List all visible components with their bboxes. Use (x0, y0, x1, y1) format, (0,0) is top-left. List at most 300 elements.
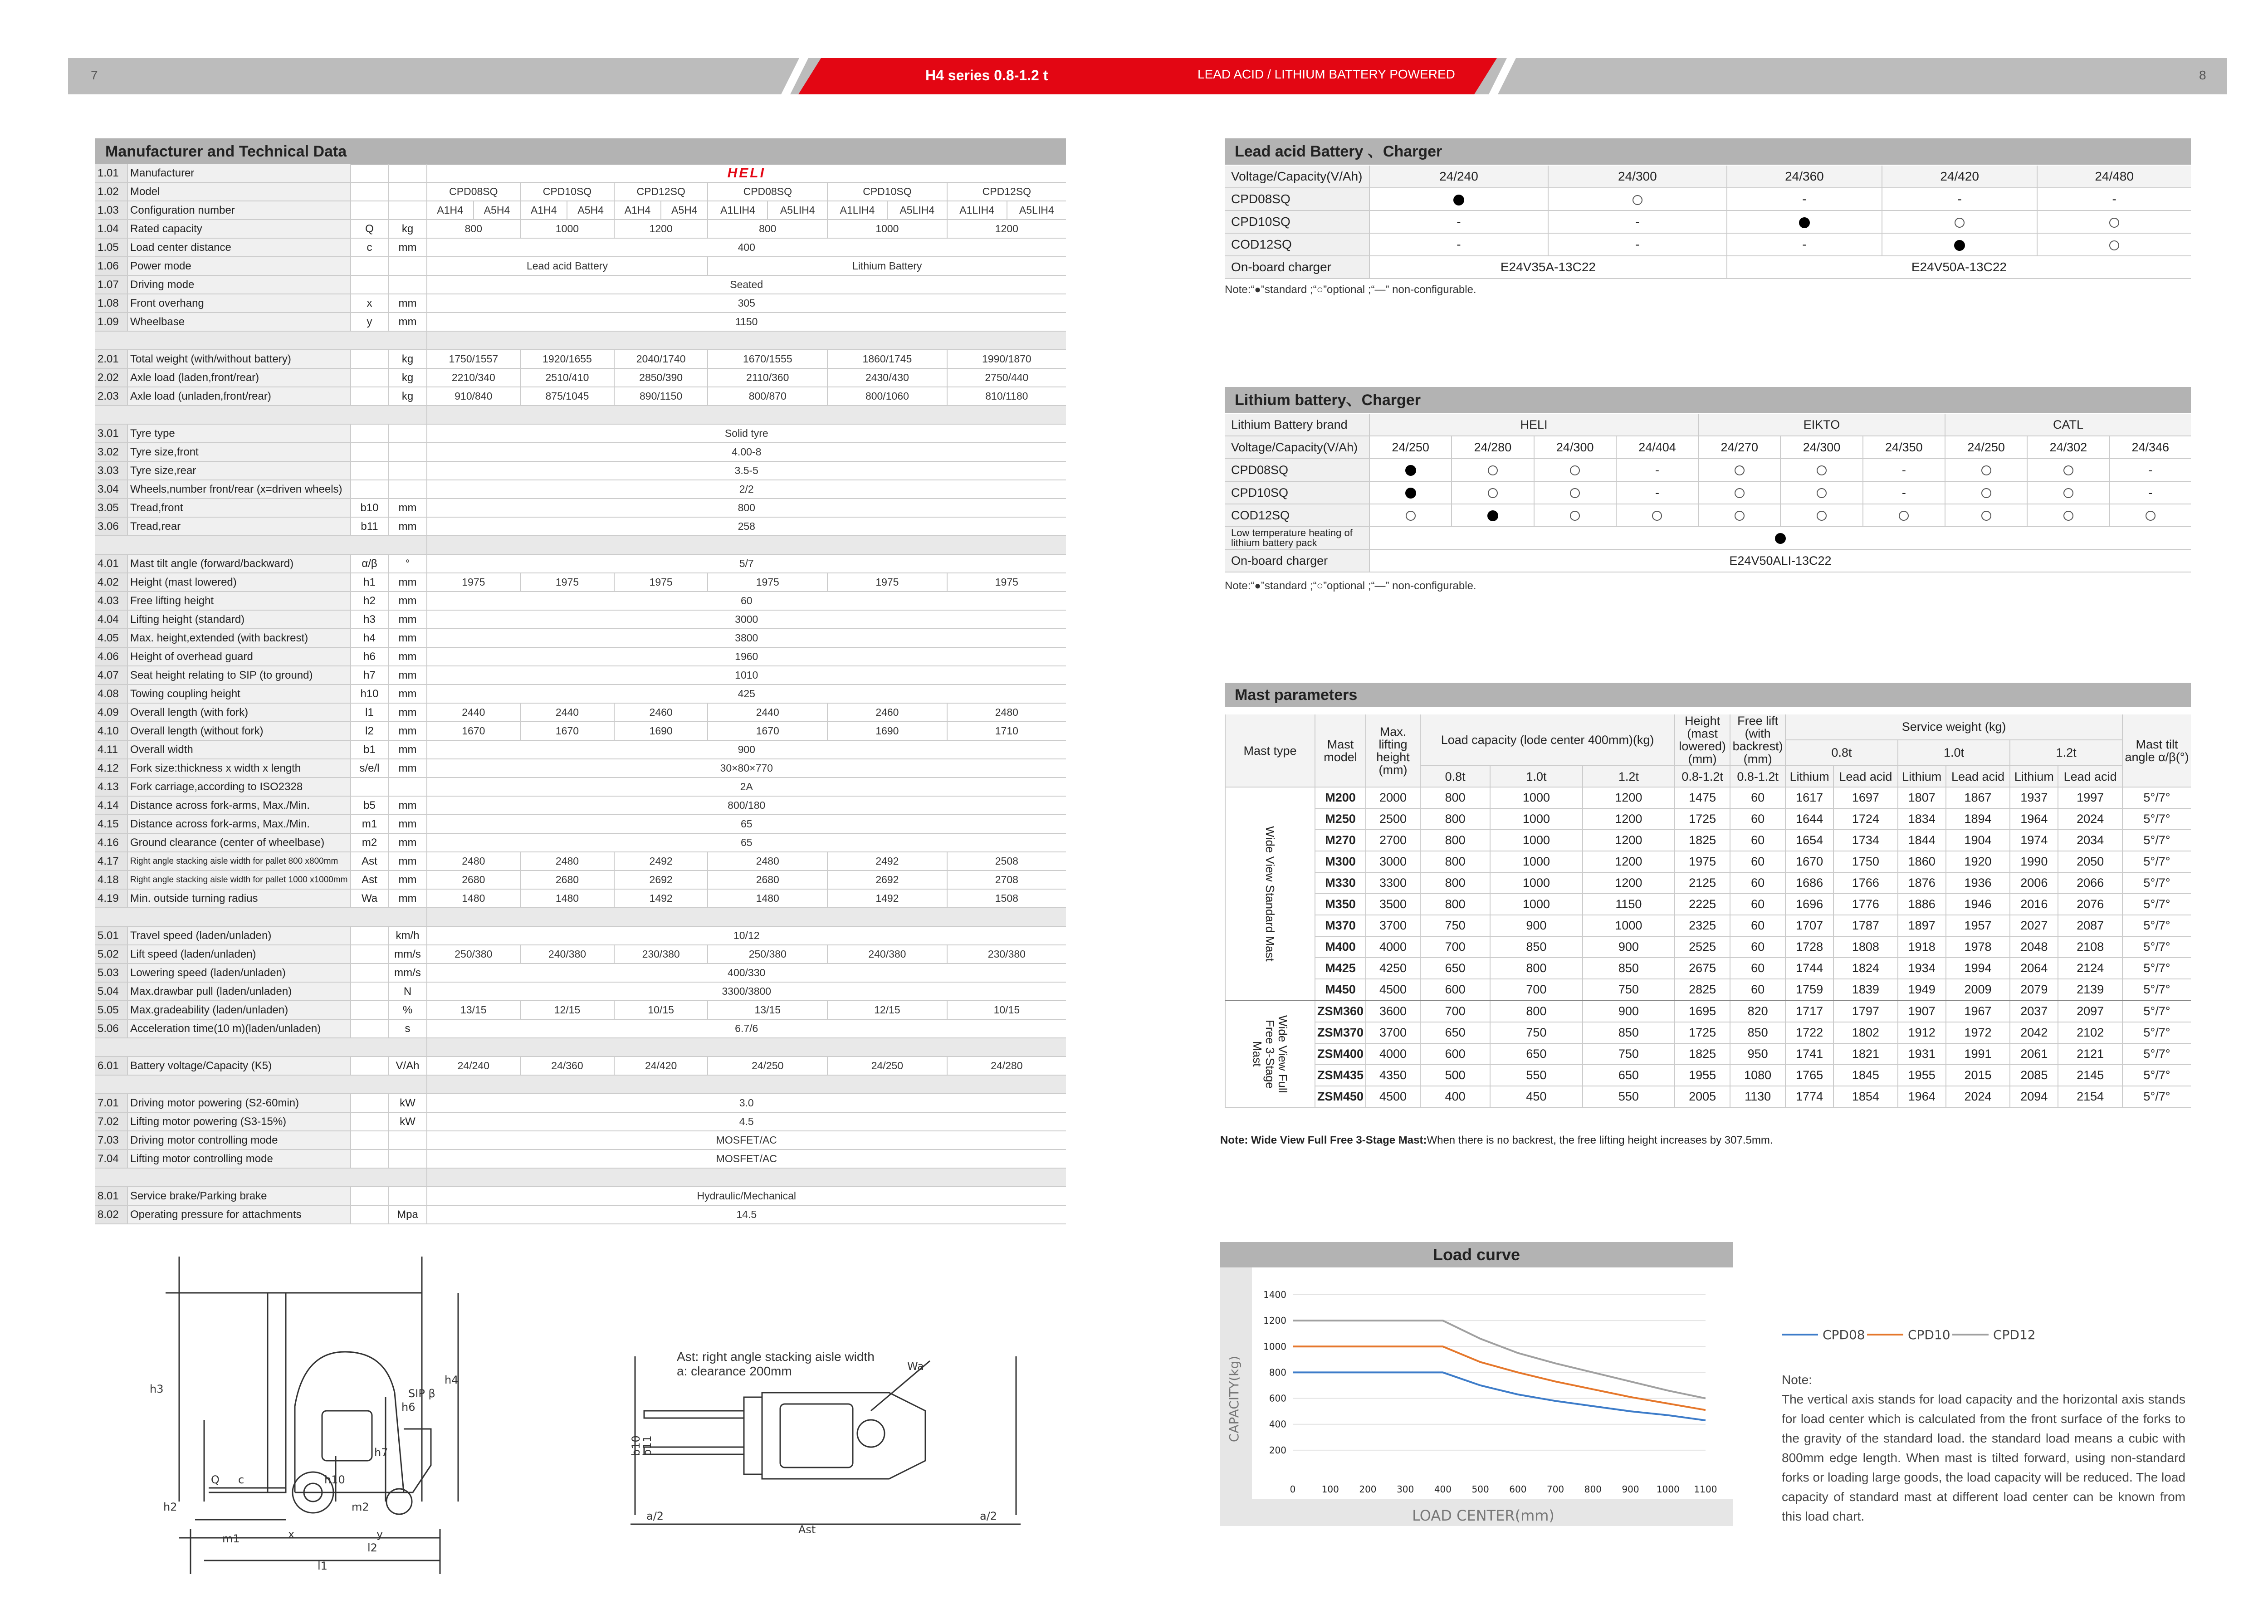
row-unit: mm (389, 796, 427, 815)
optional-ring-icon (1488, 465, 1498, 475)
row-symbol (351, 1131, 389, 1150)
brand-header: HELI (1369, 414, 1698, 436)
x-tick-label: 700 (1546, 1484, 1564, 1495)
value-cell: 1000 (1490, 830, 1582, 851)
row-unit: mm (389, 294, 427, 313)
value-cell: 1480 (520, 889, 614, 908)
value-cell: 1686 (1785, 872, 1833, 894)
row-symbol: h3 (351, 610, 389, 629)
row-unit (389, 778, 427, 796)
table-row (1225, 979, 2191, 1001)
value-cell: 650 (1583, 1065, 1675, 1086)
value-cell: 60 (1730, 958, 1785, 979)
row-label: Overall length (without fork) (127, 722, 351, 740)
non-configurable-mark: - (1802, 237, 1807, 251)
row-number: 1.02 (95, 182, 127, 201)
row-unit: mm (389, 703, 427, 722)
value-cell: 5°/7° (2122, 1001, 2191, 1022)
value-cell: Hydraulic/Mechanical (427, 1187, 1066, 1205)
value-cell: 910/840 (427, 387, 521, 406)
value-cell: 1000 (1490, 872, 1582, 894)
table-row (95, 1131, 1066, 1150)
value-cell (2027, 481, 2109, 504)
mast-model: M250 (1315, 808, 1366, 830)
value-cell: 1975 (427, 573, 521, 592)
table-row (1225, 1022, 2191, 1043)
row-number: 4.11 (95, 740, 127, 759)
row-label: Towing coupling height (127, 685, 351, 703)
table-row (95, 982, 1066, 1001)
value-cell: 1670 (1785, 851, 1833, 872)
value-cell: 2009 (1946, 979, 2010, 1001)
x-tick-label: 1000 (1656, 1484, 1680, 1495)
value-cell: 800/180 (427, 796, 1066, 815)
chart-note-title: Note: (1782, 1373, 1812, 1387)
table-row (95, 294, 1066, 313)
value-cell: 1617 (1785, 787, 1833, 808)
value-cell: A5LIH4 (1007, 201, 1066, 220)
row-number: 4.08 (95, 685, 127, 703)
value-cell: 1741 (1785, 1043, 1833, 1065)
chart-note-text: The vertical axis stands for load capacity and the horizontal axis stands for load center which is calculated from the front surface of the forks to the gravity of the standard load. the standard load means a cubic with 800mm edge length. When mast is tilted forward, using non-standard forks or loading large goods, the load capacity will be reduced. The load capacity of standard mast at different load center can be known from this load chart. (1782, 1392, 2185, 1523)
header-free-lift: Free lift (with backrest) (mm) (1730, 714, 1785, 766)
value-cell (1369, 459, 1452, 481)
value-cell: 2145 (2058, 1065, 2122, 1086)
value-cell (1882, 233, 2037, 256)
value-cell: 750 (1490, 1022, 1582, 1043)
table-row (1225, 1065, 2191, 1086)
row-unit (389, 1131, 427, 1150)
value-cell: 240/380 (827, 945, 947, 964)
row-symbol (351, 1112, 389, 1131)
value-cell: 1860 (1898, 851, 1946, 872)
row-label: CPD08SQ (1225, 459, 1369, 481)
value-cell: 750 (1583, 979, 1675, 1001)
table-row (95, 1075, 1066, 1094)
brand-cell (427, 164, 1066, 182)
row-symbol: b5 (351, 796, 389, 815)
table-row (95, 368, 1066, 387)
row-number: 4.14 (95, 796, 127, 815)
lead-acid-table (1225, 166, 2191, 279)
value-cell: 60 (1730, 872, 1785, 894)
ast-note-line1: Ast: right angle stacking aisle width (677, 1350, 875, 1364)
header-load-capacity: Load capacity (lode center 400mm)(kg) (1420, 714, 1675, 766)
value-cell: E24V50A-13C22 (1727, 256, 2191, 279)
page-number-left: 7 (91, 68, 98, 82)
value-cell: E24V50ALI-13C22 (1369, 549, 2191, 572)
value-cell: 2102 (2058, 1022, 2122, 1043)
value-cell: 1949 (1898, 979, 1946, 1001)
row-number: 1.08 (95, 294, 127, 313)
spacer-cell (427, 406, 1066, 424)
table-row (95, 536, 1066, 554)
value-cell: 2700 (1366, 830, 1420, 851)
value-cell: 2/2 (427, 480, 1066, 499)
value-cell: A1LIH4 (947, 201, 1007, 220)
standard-dot-icon (1487, 510, 1498, 521)
value-cell: 2061 (2010, 1043, 2058, 1065)
column-header: 24/420 (1882, 166, 2037, 188)
row-number: 5.04 (95, 982, 127, 1001)
value-cell: 1000 (1490, 851, 1582, 872)
row-label: Rated capacity (127, 220, 351, 238)
value-cell: 1839 (1833, 979, 1898, 1001)
value-cell: 1964 (1898, 1086, 1946, 1107)
value-cell (1727, 233, 1882, 256)
column-header: 24/360 (1727, 166, 1882, 188)
row-unit (389, 443, 427, 461)
row-unit: mm (389, 740, 427, 759)
value-cell: 1728 (1785, 936, 1833, 958)
value-cell: 2024 (1946, 1086, 2010, 1107)
row-label: Load center distance (127, 238, 351, 257)
value-cell: 4500 (1366, 1086, 1420, 1107)
value-cell: 24/240 (427, 1057, 521, 1075)
value-cell (2027, 504, 2109, 527)
row-label: On-board charger (1225, 256, 1369, 279)
row-label: Mast tilt angle (forward/backward) (127, 554, 351, 573)
value-cell (1369, 527, 2191, 549)
value-cell: 2027 (2010, 915, 2058, 936)
value-cell: 800 (427, 220, 521, 238)
row-label: Configuration number (127, 201, 351, 220)
table-row (1225, 188, 2191, 210)
value-cell: 2480 (520, 852, 614, 871)
header-height: Height (mast lowered) (mm) (1675, 714, 1730, 766)
value-cell: 2492 (614, 852, 708, 871)
row-unit: mm/s (389, 945, 427, 964)
row-unit: mm (389, 592, 427, 610)
mast-model: M370 (1315, 915, 1366, 936)
row-unit: mm (389, 238, 427, 257)
y-tick-label: 200 (1269, 1444, 1286, 1456)
row-symbol: m1 (351, 815, 389, 833)
value-cell: 650 (1420, 958, 1490, 979)
row-symbol (351, 424, 389, 443)
value-cell: 1744 (1785, 958, 1833, 979)
mast-note (1220, 1134, 1773, 1147)
value-cell: 1994 (1946, 958, 2010, 979)
value-cell: 850 (1583, 1022, 1675, 1043)
dim-h2: h2 (163, 1501, 177, 1513)
value-cell: 2121 (2058, 1043, 2122, 1065)
row-symbol: b1 (351, 740, 389, 759)
column-header: 24/346 (2110, 436, 2191, 459)
dim-h6: h6 (401, 1401, 415, 1414)
value-cell: 1200 (1583, 830, 1675, 851)
value-cell: 2094 (2010, 1086, 2058, 1107)
row-unit: kg (389, 220, 427, 238)
value-cell: 1844 (1898, 830, 1946, 851)
column-header: 24/480 (2037, 166, 2191, 188)
value-cell: A5LIH4 (887, 201, 947, 220)
value-cell: 2680 (520, 871, 614, 889)
non-configurable-mark: - (2148, 463, 2153, 477)
x-tick-label: 100 (1321, 1484, 1339, 1495)
lead-note: Note:“●”standard ;“○”optional ;“—” non-configurable. (1225, 284, 1476, 296)
optional-ring-icon (1652, 511, 1662, 521)
row-symbol (351, 350, 389, 368)
value-cell: 2006 (2010, 872, 2058, 894)
value-cell: 5°/7° (2122, 1022, 2191, 1043)
value-cell (1698, 481, 1780, 504)
value-cell: 1854 (1833, 1086, 1898, 1107)
table-row (1225, 256, 2191, 279)
value-cell: 1776 (1833, 894, 1898, 915)
value-cell: 12/15 (520, 1001, 614, 1019)
value-cell: 1997 (2058, 787, 2122, 808)
value-cell: 1508 (947, 889, 1066, 908)
row-label: Driving motor controlling mode (127, 1131, 351, 1150)
row-number: 3.02 (95, 443, 127, 461)
value-cell (1369, 210, 1548, 233)
row-unit: kg (389, 350, 427, 368)
value-cell: 2125 (1675, 872, 1730, 894)
row-unit (389, 1187, 427, 1205)
column-header: 24/350 (1863, 436, 1945, 459)
value-cell: 1975 (614, 573, 708, 592)
non-configurable-mark: - (2112, 192, 2116, 206)
row-number: 3.06 (95, 517, 127, 536)
optional-ring-icon (1981, 511, 1991, 521)
table-row (95, 499, 1066, 517)
value-cell: 400/330 (427, 964, 1066, 982)
value-cell: 1904 (1946, 830, 2010, 851)
value-cell: 1978 (1946, 936, 2010, 958)
row-symbol (351, 982, 389, 1001)
brand-header: EIKTO (1698, 414, 1945, 436)
row-symbol (351, 945, 389, 964)
value-cell: 1897 (1898, 915, 1946, 936)
x-tick-label: 400 (1434, 1484, 1452, 1495)
header-max-lift: Max. lifting height (mm) (1366, 714, 1420, 787)
value-cell: 2154 (2058, 1086, 2122, 1107)
row-number: 4.01 (95, 554, 127, 573)
optional-ring-icon (1633, 195, 1642, 205)
tech-title: Manufacturer and Technical Data (95, 138, 1066, 165)
row-number: 4.06 (95, 647, 127, 666)
value-cell (1945, 459, 2027, 481)
value-cell: 24/250 (827, 1057, 947, 1075)
page-number-right: 8 (2199, 68, 2206, 82)
value-cell: 2508 (947, 852, 1066, 871)
value-cell: 65 (427, 815, 1066, 833)
row-label: Wheels,number front/rear (x=driven wheels) (127, 480, 351, 499)
value-cell: CPD10SQ (520, 182, 614, 201)
value-cell: 1710 (947, 722, 1066, 740)
table-row (95, 238, 1066, 257)
table-row (95, 1001, 1066, 1019)
row-symbol (351, 368, 389, 387)
value-cell: 1920 (1946, 851, 2010, 872)
chart-title: Load curve (1220, 1242, 1733, 1267)
table-row (1225, 1086, 2191, 1107)
row-symbol: Q (351, 220, 389, 238)
value-cell: 3700 (1366, 915, 1420, 936)
value-cell: A1H4 (427, 201, 474, 220)
value-cell (1534, 459, 1616, 481)
value-cell: 1931 (1898, 1043, 1946, 1065)
row-label: Wheelbase (127, 313, 351, 331)
value-cell: 5°/7° (2122, 830, 2191, 851)
dim-h3: h3 (150, 1383, 164, 1395)
table-row (95, 647, 1066, 666)
value-cell: 2064 (2010, 958, 2058, 979)
value-cell: 2085 (2010, 1065, 2058, 1086)
optional-ring-icon (1570, 511, 1580, 521)
value-cell: 1808 (1833, 936, 1898, 958)
column-header: 24/300 (1534, 436, 1616, 459)
table-row (95, 796, 1066, 815)
value-cell: 800 (1420, 830, 1490, 851)
table-row (95, 685, 1066, 703)
optional-ring-icon (1817, 488, 1827, 498)
value-cell (1548, 210, 1727, 233)
value-cell: 2097 (2058, 1001, 2122, 1022)
value-cell: 1010 (427, 666, 1066, 685)
value-cell: 1934 (1898, 958, 1946, 979)
column-header: 24/250 (1369, 436, 1452, 459)
column-header: 24/250 (1945, 436, 2027, 459)
value-cell: 24/360 (520, 1057, 614, 1075)
value-cell: 60 (1730, 851, 1785, 872)
value-cell: 1972 (1946, 1022, 2010, 1043)
row-symbol: α/β (351, 554, 389, 573)
row-number: 5.01 (95, 926, 127, 945)
row-unit: N (389, 982, 427, 1001)
value-cell: 60 (1730, 936, 1785, 958)
row-number: 1.05 (95, 238, 127, 257)
table-row (95, 313, 1066, 331)
table-row (95, 220, 1066, 238)
row-label: Lowering speed (laden/unladen) (127, 964, 351, 982)
value-cell: 800 (1490, 958, 1582, 979)
row-unit (389, 461, 427, 480)
value-cell: 800 (427, 499, 1066, 517)
table-row (95, 1094, 1066, 1112)
standard-dot-icon (1954, 240, 1965, 251)
value-cell: 850 (1730, 1022, 1785, 1043)
value-cell: 24/250 (708, 1057, 827, 1075)
row-unit: kW (389, 1112, 427, 1131)
row-number: 1.04 (95, 220, 127, 238)
row-number: 4.12 (95, 759, 127, 778)
value-cell: 2015 (1946, 1065, 2010, 1086)
x-tick-label: 800 (1584, 1484, 1602, 1495)
row-label: Max.drawbar pull (laden/unladen) (127, 982, 351, 1001)
non-configurable-mark: - (1901, 463, 1906, 477)
row-unit: s (389, 1019, 427, 1038)
table-row (95, 740, 1066, 759)
value-cell: 1670 (708, 722, 827, 740)
height-column: 0.8-1.2t (1675, 766, 1730, 787)
table-row (95, 573, 1066, 592)
value-cell: 60 (1730, 787, 1785, 808)
row-label: Fork size:thickness x width x length (127, 759, 351, 778)
row-unit: mm (389, 573, 427, 592)
value-cell: 60 (1730, 894, 1785, 915)
value-cell: 1480 (708, 889, 827, 908)
spacer-cell (427, 1075, 1066, 1094)
value-cell: 875/1045 (520, 387, 614, 406)
dim-m1: m1 (222, 1532, 240, 1545)
value-cell: 1807 (1898, 787, 1946, 808)
value-cell (1369, 481, 1452, 504)
chart-note (1782, 1370, 2185, 1526)
value-cell: 800 (1420, 808, 1490, 830)
value-cell: 13/15 (708, 1001, 827, 1019)
column-header: 24/302 (2027, 436, 2109, 459)
y-tick-label: 800 (1269, 1367, 1286, 1378)
row-symbol: y (351, 313, 389, 331)
value-cell: 750 (1420, 915, 1490, 936)
value-cell: 4250 (1366, 958, 1420, 979)
spacer-cell (95, 536, 427, 554)
row-unit: mm (389, 852, 427, 871)
value-cell: 230/380 (947, 945, 1066, 964)
value-cell: 2066 (2058, 872, 2122, 894)
row-number: 4.05 (95, 629, 127, 647)
mast-model: ZSM400 (1315, 1043, 1366, 1065)
row-symbol: l2 (351, 722, 389, 740)
row-label: Total weight (with/without battery) (127, 350, 351, 368)
value-cell: 820 (1730, 1001, 1785, 1022)
value-cell: CPD12SQ (614, 182, 708, 201)
optional-ring-icon (1570, 465, 1580, 475)
value-cell: 13/15 (427, 1001, 521, 1019)
row-number: 2.02 (95, 368, 127, 387)
row-symbol (351, 1205, 389, 1224)
spacer-cell (95, 406, 427, 424)
value-cell: 2016 (2010, 894, 2058, 915)
row-number: 4.02 (95, 573, 127, 592)
value-cell (1616, 481, 1698, 504)
row-label: Height (mast lowered) (127, 573, 351, 592)
value-cell: 1670 (427, 722, 521, 740)
row-unit: mm (389, 871, 427, 889)
table-row (95, 387, 1066, 406)
row-unit: mm (389, 722, 427, 740)
value-cell (1863, 459, 1945, 481)
row-symbol (351, 1001, 389, 1019)
value-cell: 2440 (708, 703, 827, 722)
value-cell: 1907 (1898, 1001, 1946, 1022)
value-cell: 2000 (1366, 787, 1420, 808)
standard-dot-icon (1405, 465, 1416, 476)
value-cell: 1690 (614, 722, 708, 740)
value-cell (1534, 504, 1616, 527)
value-cell: 1000 (1490, 894, 1582, 915)
value-cell: 1955 (1898, 1065, 1946, 1086)
value-cell: 1975 (708, 573, 827, 592)
legend-label-cpd08: CPD08 (1823, 1327, 1865, 1342)
value-cell: 2460 (827, 703, 947, 722)
value-cell (1369, 188, 1548, 210)
value-cell: 1937 (2010, 787, 2058, 808)
table-row (1225, 436, 2191, 459)
row-number: 4.07 (95, 666, 127, 685)
lead-acid-column: Lead acid (1833, 766, 1898, 787)
value-cell: 5°/7° (2122, 1043, 2191, 1065)
row-unit (389, 275, 427, 294)
mast-model: M330 (1315, 872, 1366, 894)
value-cell: CPD08SQ (708, 182, 827, 201)
row-label: Tyre type (127, 424, 351, 443)
value-cell: 305 (427, 294, 1066, 313)
optional-ring-icon (1735, 511, 1745, 521)
row-unit: mm (389, 629, 427, 647)
